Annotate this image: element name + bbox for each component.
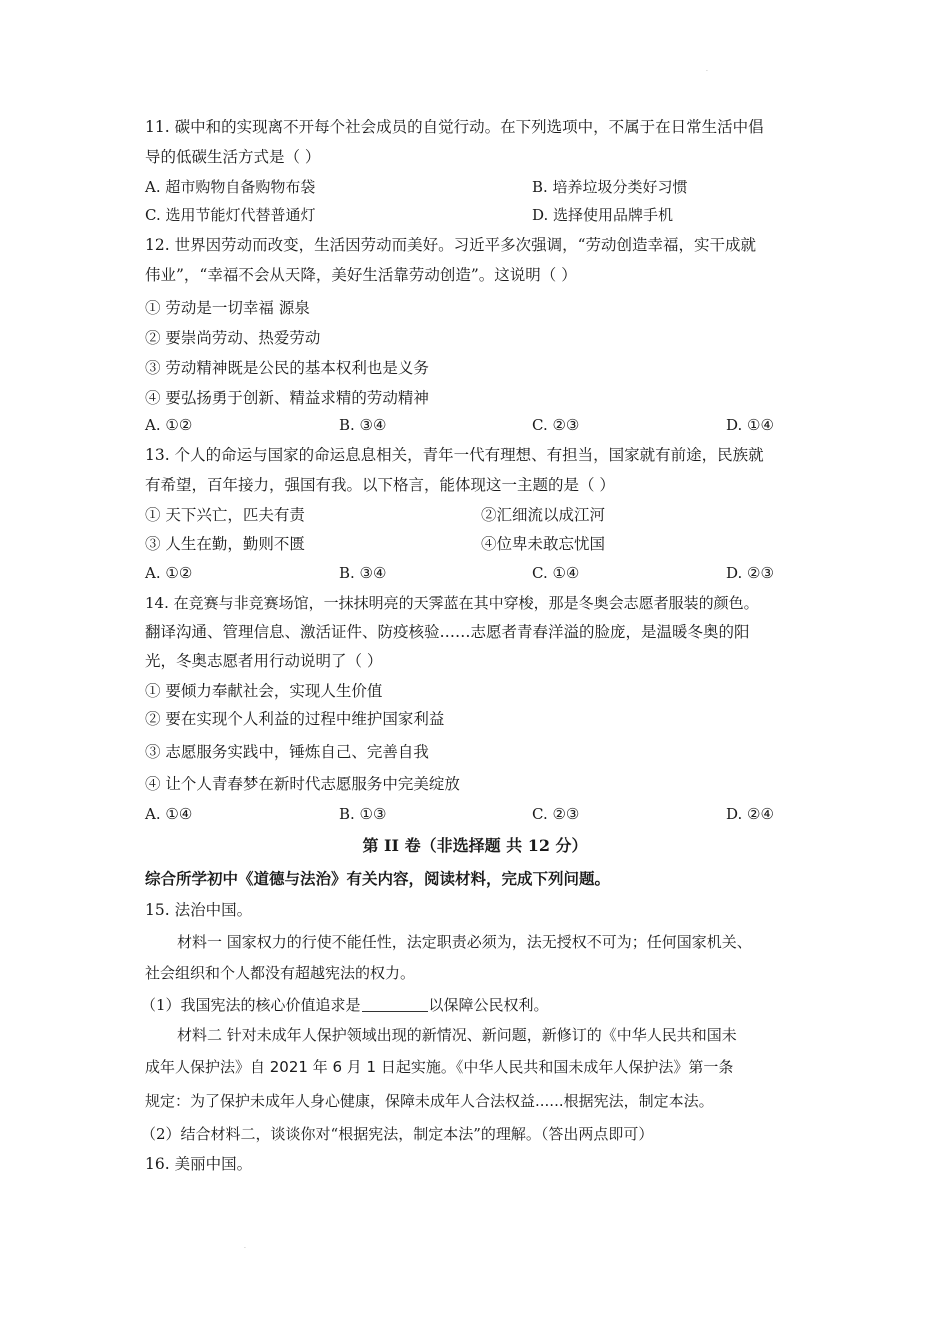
q12-option-c: C. ②③ bbox=[532, 416, 580, 434]
q11-stem-line2: 导的低碳生活方式是（ ） bbox=[145, 148, 321, 166]
q12-stem-line2: 伟业”，“幸福不会从天降，美好生活靠劳动创造”。这说明（ ） bbox=[145, 266, 577, 284]
page-mark: · bbox=[706, 68, 708, 75]
q14-option-b: B. ①③ bbox=[339, 805, 387, 823]
q11-option-d: D. 选择使用品牌手机 bbox=[532, 206, 674, 224]
q14-option-a: A. ①④ bbox=[145, 805, 193, 823]
q15-title: 15. 法治中国。 bbox=[145, 901, 253, 919]
q13-stem-line2: 有希望，百年接力，强国有我。以下格言，能体现这一主题的是（ ） bbox=[145, 476, 615, 494]
q12-option-d: D. ①④ bbox=[726, 416, 774, 434]
section-2-instruction: 综合所学初中《道德与法治》有关内容，阅读材料，完成下列问题。 bbox=[145, 870, 611, 888]
answer-blank[interactable] bbox=[362, 997, 428, 1012]
q15-sub1-suffix: 以保障公民权利。 bbox=[428, 996, 549, 1014]
q12-statement-4: ④ 要弘扬勇于创新、精益求精的劳动精神 bbox=[145, 389, 429, 407]
q14-option-c: C. ②③ bbox=[532, 805, 580, 823]
q11-stem-line1: 11. 碳中和的实现离不开每个社会成员的自觉行动。在下列选项中，不属于在日常生活中倡 bbox=[145, 118, 764, 136]
page-mark-bottom: · bbox=[244, 1245, 246, 1252]
q16-title: 16. 美丽中国。 bbox=[145, 1155, 253, 1173]
q13-option-b: B. ③④ bbox=[339, 564, 387, 582]
q15-subquestion-1 bbox=[141, 995, 549, 1015]
q15-material1-line2: 社会组织和个人都没有超越宪法的权力。 bbox=[145, 964, 416, 982]
q13-statement-1: ① 天下兴亡，匹夫有责 bbox=[145, 506, 305, 524]
q11-option-a: A. 超市购物自备购物布袋 bbox=[145, 178, 316, 196]
q12-option-a: A. ①② bbox=[145, 416, 193, 434]
q14-statement-1: ① 要倾力奉献社会，实现人生价值 bbox=[145, 682, 383, 700]
q13-option-d: D. ②③ bbox=[726, 564, 774, 582]
section-2-title: 第 II 卷（非选择题 共 12 分） bbox=[362, 836, 588, 855]
q12-option-b: B. ③④ bbox=[339, 416, 387, 434]
q14-statement-2: ② 要在实现个人利益的过程中维护国家利益 bbox=[145, 710, 445, 728]
q13-statement-2: ②汇细流以成江河 bbox=[481, 506, 606, 524]
q13-statement-3: ③ 人生在勤，勤则不匮 bbox=[145, 535, 305, 553]
q15-subquestion-2: （2）结合材料二，谈谈你对“根据宪法，制定本法”的理解。（答出两点即可） bbox=[141, 1125, 654, 1143]
q15-material2-line2: 成年人保护法》自 2021 年 6 月 1 日起实施。《中华人民共和国未成年人保护法》第一条 bbox=[145, 1058, 734, 1076]
q15-sub1-prefix: （1）我国宪法的核心价值追求是 bbox=[141, 996, 361, 1014]
q13-statement-4: ④位卑未敢忘忧国 bbox=[481, 535, 606, 553]
q15-material1-line1: 材料一 国家权力的行使不能任性，法定职责必须为，法无授权不可为；任何国家机关、 bbox=[177, 933, 752, 951]
q15-material2-line1: 材料二 针对未成年人保护领域出现的新情况、新问题，新修订的《中华人民共和国未 bbox=[177, 1026, 737, 1044]
q12-statement-2: ② 要崇尚劳动、热爱劳动 bbox=[145, 329, 321, 347]
q11-option-c: C. 选用节能灯代替普通灯 bbox=[145, 206, 316, 224]
q14-stem-line2: 翻译沟通、管理信息、激活证件、防疫核验……志愿者青春洋溢的脸庞，是温暖冬奥的阳 bbox=[145, 623, 750, 641]
q15-material2-line3: 规定：为了保护未成年人身心健康，保障未成年人合法权益......根据宪法，制定本法。 bbox=[145, 1092, 714, 1110]
q14-stem-line1: 14. 在竞赛与非竞赛场馆，一抹抹明亮的天霁蓝在其中穿梭，那是冬奥会志愿者服装的颜色。 bbox=[145, 594, 759, 612]
q14-statement-4: ④ 让个人青春梦在新时代志愿服务中完美绽放 bbox=[145, 775, 460, 793]
q12-statement-1: ① 劳动是一切幸福 源泉 bbox=[145, 299, 310, 317]
q14-stem-line3: 光，冬奥志愿者用行动说明了（ ） bbox=[145, 652, 383, 670]
q12-statement-3: ③ 劳动精神既是公民的基本权利也是义务 bbox=[145, 359, 429, 377]
q13-stem-line1: 13. 个人的命运与国家的命运息息相关，青年一代有理想、有担当，国家就有前途，民族就 bbox=[145, 446, 764, 464]
q13-option-c: C. ①④ bbox=[532, 564, 580, 582]
q14-statement-3: ③ 志愿服务实践中，锤炼自己、完善自我 bbox=[145, 743, 429, 761]
q11-option-b: B. 培养垃圾分类好习惯 bbox=[532, 178, 688, 196]
q12-stem-line1: 12. 世界因劳动而改变，生活因劳动而美好。习近平多次强调，“劳动创造幸福，实干成就 bbox=[145, 236, 757, 254]
q14-option-d: D. ②④ bbox=[726, 805, 774, 823]
q13-option-a: A. ①② bbox=[145, 564, 193, 582]
